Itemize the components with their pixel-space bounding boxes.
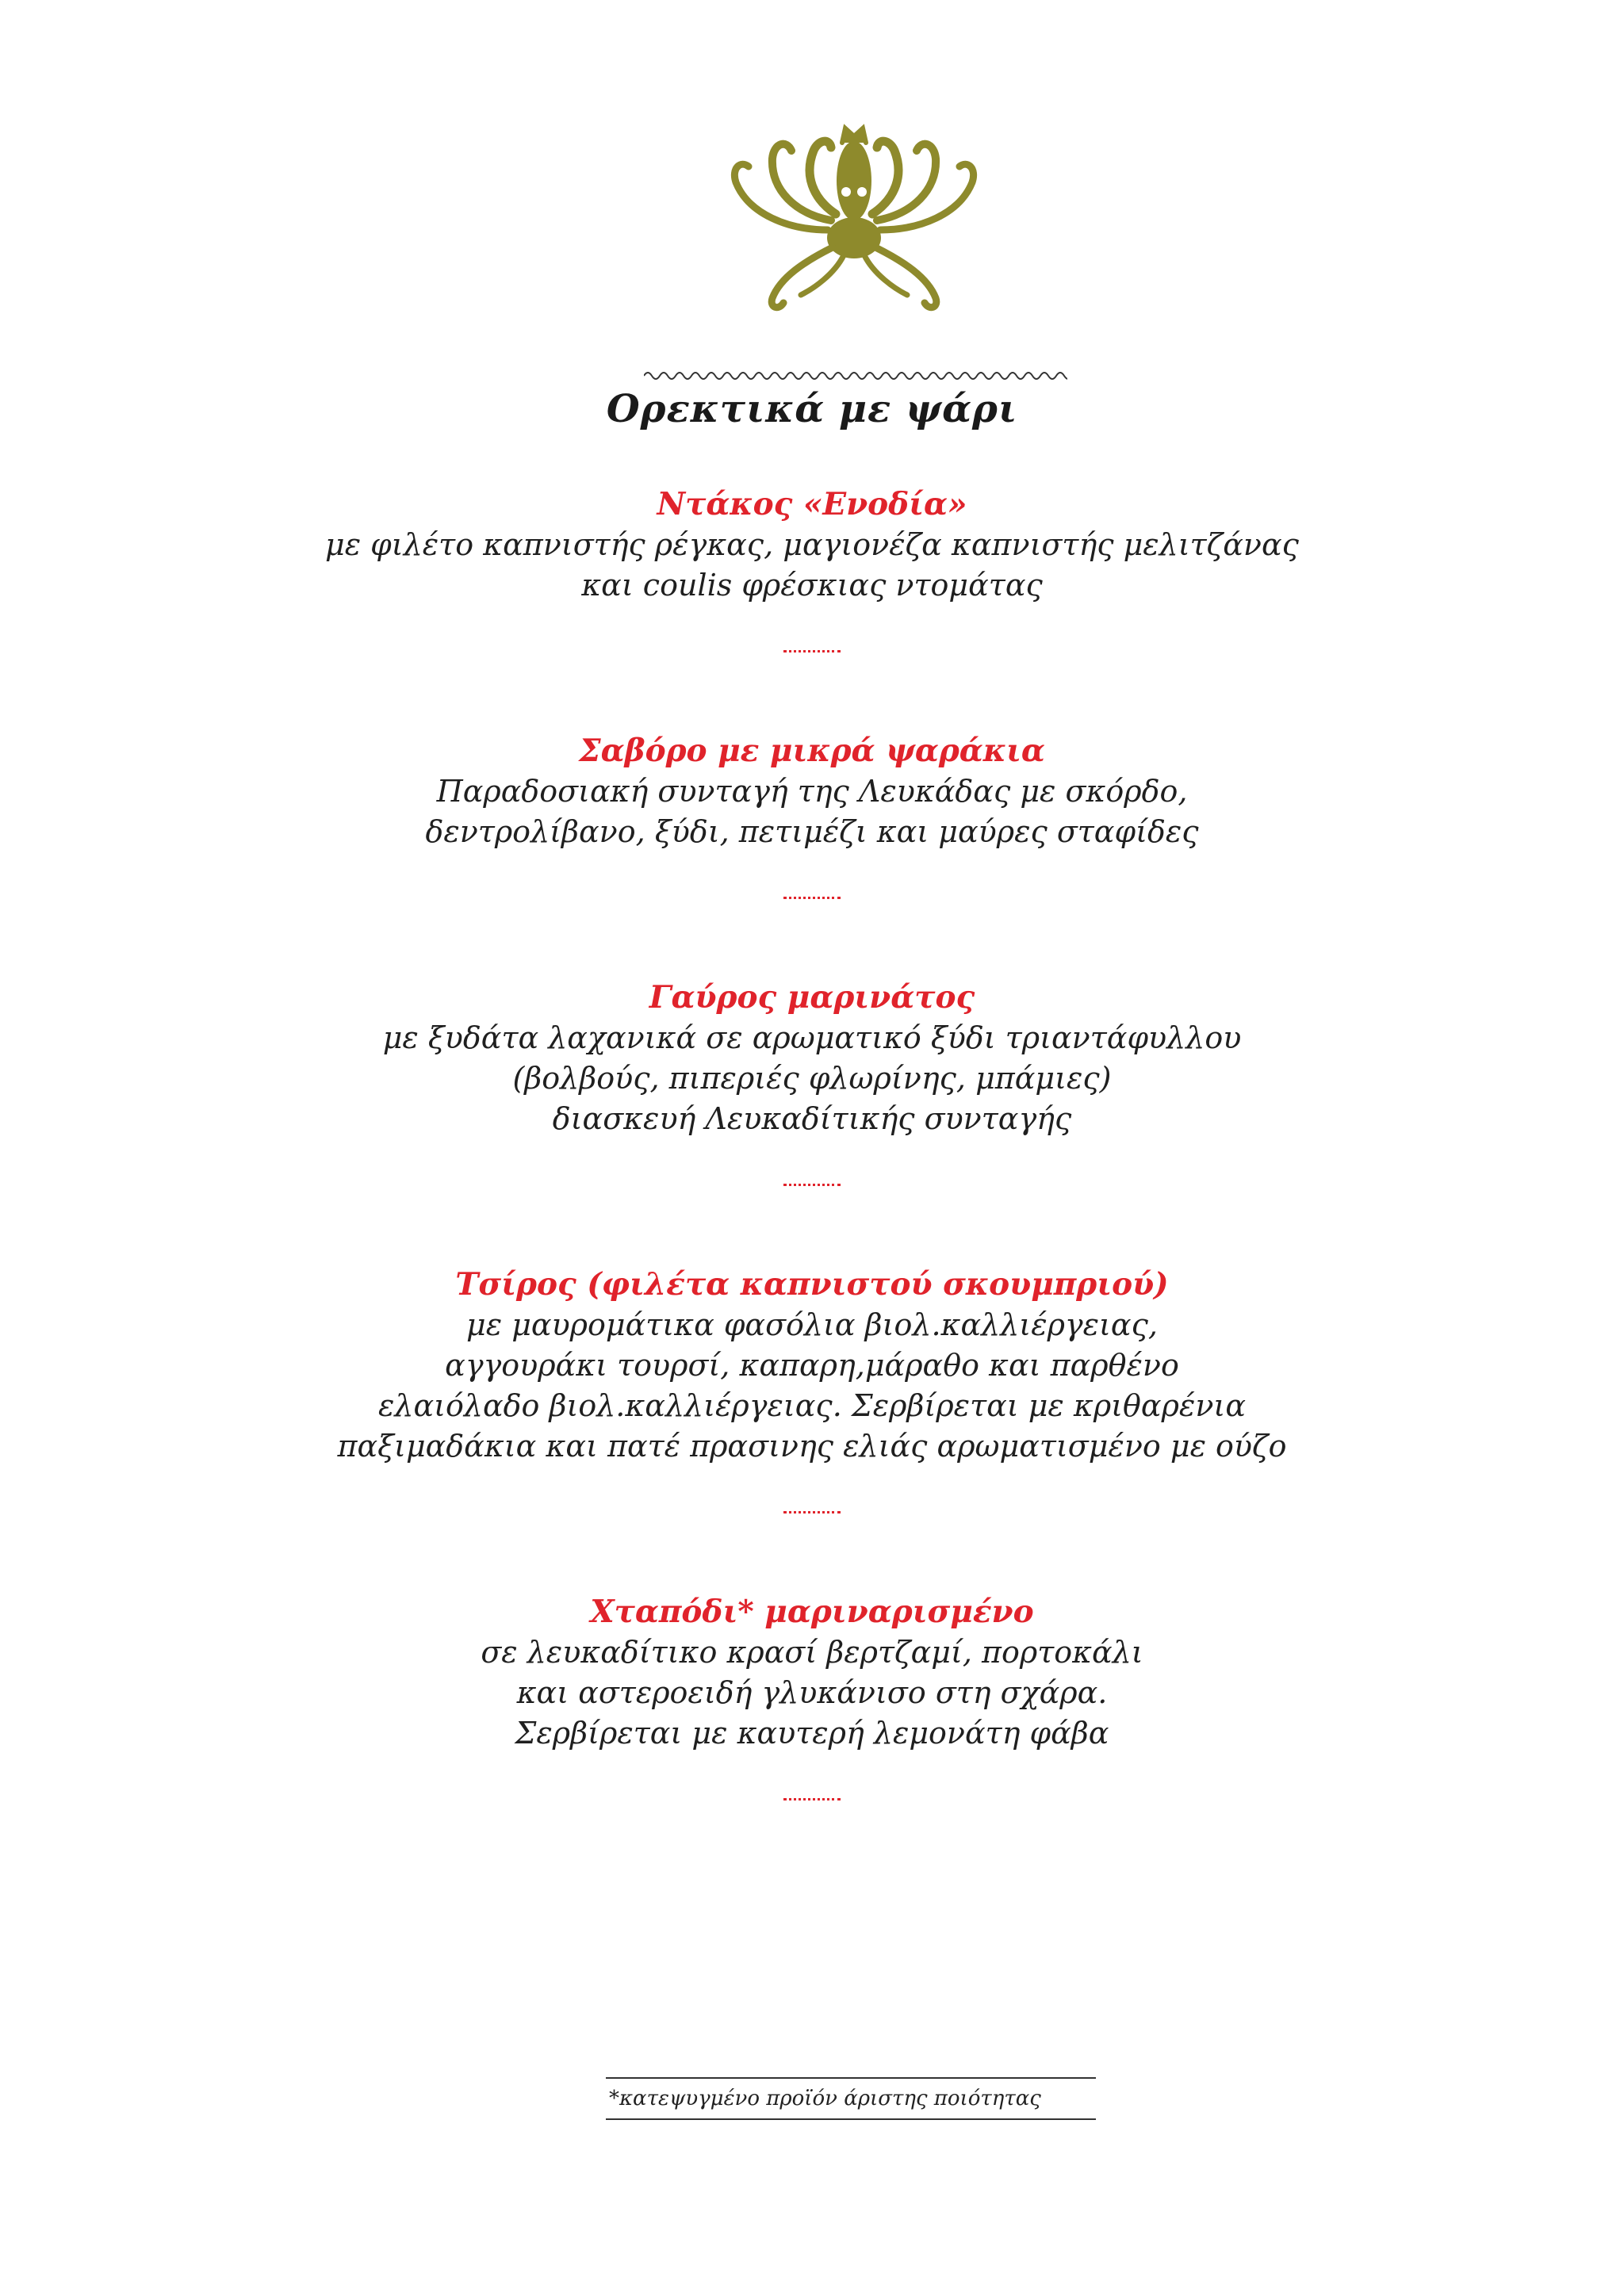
menu-item (0, 730, 1624, 902)
item-description (0, 1018, 1624, 1139)
description-line: με μαυρομάτικα φασόλια βιολ.καλλιέργειας, (466, 1307, 1158, 1342)
octopus-icon (725, 119, 983, 316)
menu-item (0, 1591, 1624, 1804)
item-description (0, 1632, 1624, 1754)
item-name: Χταπόδι* μαριναρισμένο (590, 1594, 1034, 1630)
item-description (0, 1305, 1624, 1467)
description-line: με φιλέτο καπνιστής ρέγκας, μαγιονέζα καπνιστής μελιτζάνας (325, 527, 1299, 562)
description-line: Σερβίρεται με καυτερή λεμονάτη φάβα (515, 1716, 1109, 1751)
menu-item (0, 977, 1624, 1189)
dotted-separator (783, 897, 841, 902)
menu-item (0, 484, 1624, 656)
description-line: δεντρολίβανο, ξύδι, πετιμέζι και μαύρες σταφίδες (425, 814, 1199, 849)
menu-list (0, 484, 1624, 1804)
item-name: Γαύρος μαρινάτος (649, 979, 975, 1016)
description-line: αγγουράκι τουρσί, καπαρη,μάραθο και παρθένο (445, 1348, 1179, 1383)
description-line: παξιμαδάκια και πατέ πρασινης ελιάς αρωματισμένο με ούζο (337, 1429, 1287, 1464)
description-line: διασκευή Λευκαδίτικής συνταγής (552, 1101, 1072, 1136)
item-description (0, 771, 1624, 852)
description-line: Παραδοσιακή συνταγή της Λευκάδας με σκόρδο, (436, 774, 1188, 809)
item-name: Τσίρος (φιλέτα καπνιστού σκουμπριού) (455, 1266, 1169, 1303)
description-line: και αστεροειδή γλυκάνισο στη σχάρα. (516, 1675, 1108, 1710)
dotted-separator (783, 1798, 841, 1804)
dotted-separator (783, 1511, 841, 1517)
description-line: ελαιόλαδο βιολ.καλλιέργειας. Σερβίρεται με κριθαρένια (377, 1388, 1246, 1423)
description-line: σε λευκαδίτικο κρασί βερτζαμί, πορτοκάλι (481, 1635, 1143, 1670)
item-name: Σαβόρο με μικρά ψαράκια (579, 733, 1045, 769)
dotted-separator (783, 650, 841, 656)
footnote-text: *κατεψυγμένο προϊόν άριστης ποιότητας (609, 2087, 1041, 2110)
section-title: Ορεκτικά με ψάρι (606, 387, 1018, 431)
footnote (606, 2077, 1096, 2120)
description-line: με ξυδάτα λαχανικά σε αρωματικό ξύδι τριαντάφυλλου (382, 1020, 1242, 1055)
menu-item (0, 1264, 1624, 1517)
wavy-divider (644, 366, 1067, 385)
item-name: Ντάκος «Ενοδία» (657, 486, 967, 522)
item-description (0, 525, 1624, 606)
description-line: (βολβούς, πιπεριές φλωρίνης, μπάμιες) (512, 1061, 1112, 1096)
dotted-separator (783, 1184, 841, 1189)
description-line: και coulis φρέσκιας ντομάτας (581, 568, 1043, 603)
